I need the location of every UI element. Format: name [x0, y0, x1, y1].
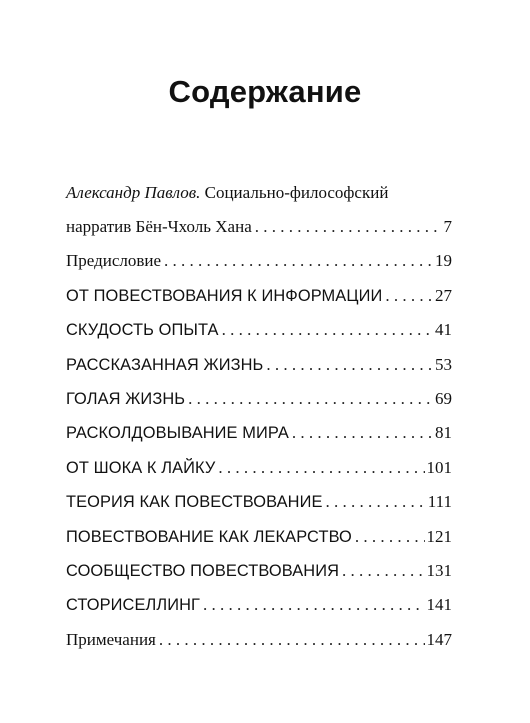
toc-entry-title: РАССКАЗАННАЯ ЖИЗНЬ — [66, 355, 264, 374]
toc-entry-author: Александр Павлов. — [66, 183, 201, 202]
dot-leader — [266, 348, 433, 382]
dot-leader — [164, 244, 433, 278]
toc-entry-title — [200, 176, 388, 210]
toc-entry-title: ОТ ПОВЕСТВОВАНИЯ К ИНФОРМАЦИИ — [66, 286, 383, 305]
toc-entry[interactable] — [66, 623, 452, 657]
toc-entry[interactable] — [66, 382, 452, 416]
dot-leader — [292, 416, 433, 450]
toc-entry[interactable] — [66, 554, 452, 588]
toc-entry[interactable] — [66, 485, 452, 519]
toc-entry[interactable] — [66, 313, 452, 347]
toc-page-number: 53 — [435, 354, 452, 374]
toc-entry[interactable] — [66, 210, 452, 244]
dot-leader — [222, 313, 433, 347]
toc-entry[interactable] — [66, 588, 452, 622]
toc-entry-title: СООБЩЕСТВО ПОВЕСТВОВАНИЯ — [66, 561, 340, 580]
toc-entry-title-line1: Социально-философский — [204, 183, 389, 202]
toc-entry[interactable] — [66, 348, 452, 382]
toc-page-number: 27 — [435, 285, 452, 305]
dot-leader — [385, 279, 433, 313]
toc-page-number: 69 — [435, 388, 452, 408]
toc-entry-title: Предисловие — [66, 251, 162, 271]
toc-entry[interactable] — [66, 451, 452, 485]
toc-page-number: 131 — [426, 560, 452, 580]
toc-entry[interactable] — [66, 279, 452, 313]
dot-leader — [355, 520, 425, 554]
toc-page-number: 81 — [435, 423, 452, 443]
toc-page-number: 101 — [426, 457, 452, 477]
dot-leader — [218, 451, 424, 485]
toc-entry-title: РАСКОЛДОВЫВАНИЕ МИРА — [66, 424, 289, 443]
dot-leader — [188, 382, 433, 416]
dot-leader — [255, 210, 442, 244]
toc-page-number: 141 — [426, 595, 452, 615]
toc-entry[interactable] — [66, 520, 452, 554]
toc-page-number: 121 — [426, 526, 452, 546]
toc-entry-title: ПОВЕСТВОВАНИЕ КАК ЛЕКАРСТВО — [66, 527, 352, 546]
toc-page-number: 19 — [435, 251, 452, 271]
dot-leader — [159, 623, 425, 657]
page-title: Содержание — [168, 74, 362, 109]
toc-entry-title: СТОРИСЕЛЛИНГ — [66, 596, 201, 615]
toc-entry-title-line2: нарратив Бён-Чхоль Хана — [66, 217, 252, 236]
toc-entry-title: ОТ ШОКА К ЛАЙКУ — [66, 458, 216, 477]
toc-page-number: 7 — [443, 217, 452, 236]
toc-entry-title: ТЕОРИЯ КАК ПОВЕСТВОВАНИЕ — [66, 493, 323, 512]
toc-entry[interactable] — [66, 416, 452, 450]
dot-leader — [326, 485, 426, 519]
toc-entry-title: СКУДОСТЬ ОПЫТА — [66, 321, 219, 340]
dot-leader — [342, 554, 424, 588]
dot-leader — [203, 588, 424, 622]
toc-entry-intro-line1 — [66, 176, 452, 210]
toc-page-number: 41 — [435, 320, 452, 340]
toc-entry-title: ГОЛАЯ ЖИЗНЬ — [66, 389, 186, 408]
toc-entry-title: Примечания — [66, 629, 156, 649]
table-of-contents — [66, 176, 452, 657]
toc-page-number: 147 — [426, 629, 452, 649]
toc-entry[interactable] — [66, 244, 452, 278]
toc-page-number: 111 — [427, 492, 452, 512]
